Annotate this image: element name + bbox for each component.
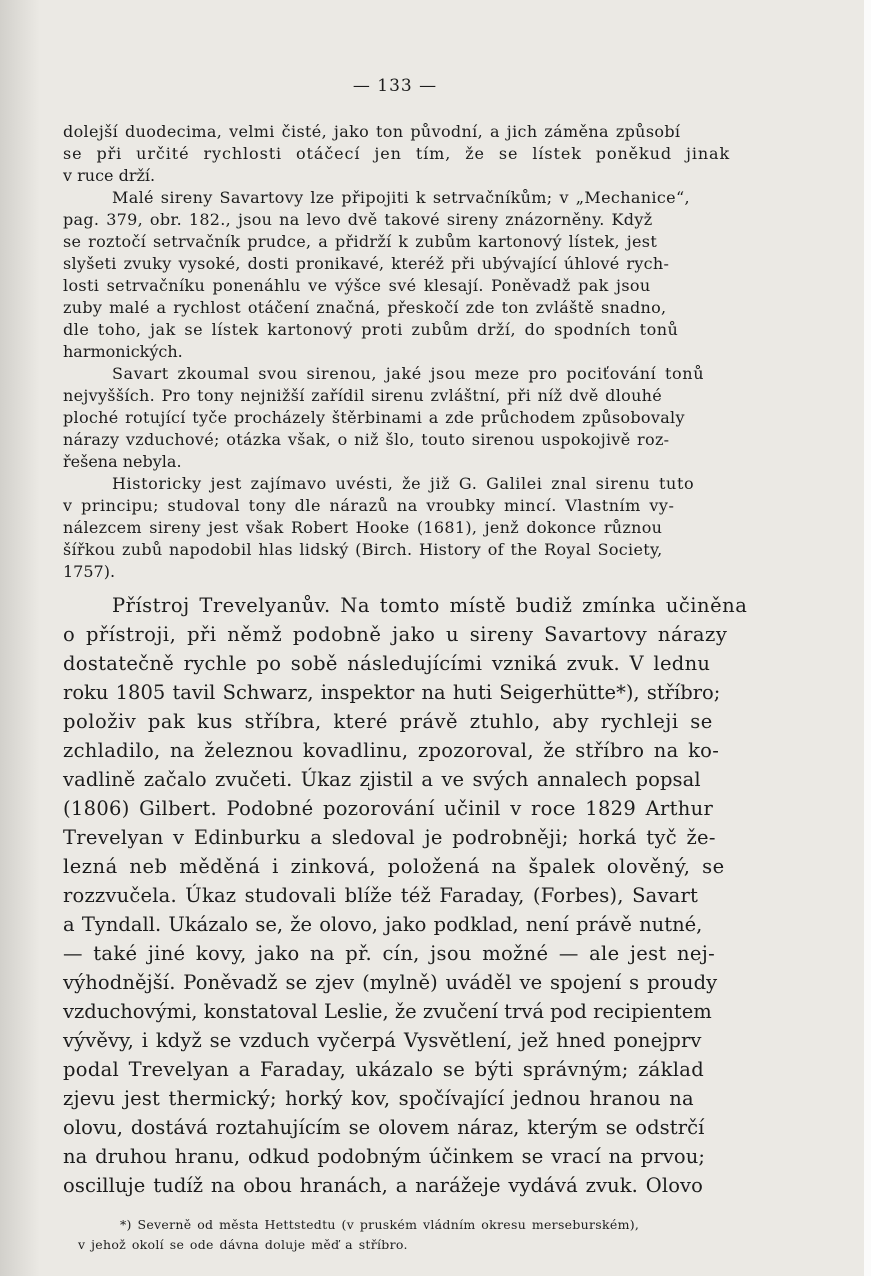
page-gutter-shadow: [0, 0, 40, 1276]
text-line: zjevu jest thermický; horký kov, spočívající jednou hranou na: [63, 1087, 694, 1110]
text-line: losti setrvačníku ponenáhlu ve výšce své klesají. Poněvadž pak jsou: [63, 276, 651, 295]
page-edge: [864, 0, 871, 1276]
text-line: nejvyšších. Pro tony nejnižší zařídil sirenu zvláštní, při níž dvě dlouhé: [63, 386, 663, 405]
text-line: dolejší duodecima, velmi čisté, jako ton původní, a jich záměna způsobí: [63, 122, 681, 141]
text-line: dostatečně rychle po sobě následujícími vzniká zvuk. V lednu: [63, 652, 711, 675]
text-line: Historicky jest zajímavo uvésti, že již G. Galilei znal sirenu tuto: [112, 474, 695, 493]
text-line: roku 1805 tavil Schwarz, inspektor na huti Seigerhütte*), stříbro;: [63, 681, 721, 704]
text-line: Trevelyan v Edinburku a sledoval je podrobněji; horká tyč že-: [63, 826, 716, 849]
text-line: Malé sireny Savartovy lze připojiti k setrvačníkům; v „Mechanice“,: [112, 188, 690, 207]
text-line: pag. 379, obr. 182., jsou na levo dvě takové sireny znázorněny. Když: [63, 210, 653, 229]
text-line: v ruce drží.: [63, 166, 156, 185]
text-line: slyšeti zvuky vysoké, dosti pronikavé, kteréž při ubývající úhlové rych-: [63, 254, 670, 273]
text-line: dle toho, jak se lístek kartonový proti zubům drží, do spodních tonů: [63, 320, 679, 339]
text-line: šířkou zubů napodobil hlas lidský (Birch. History of the Royal Society,: [63, 540, 663, 559]
text-line: oscilluje tudíž na obou hranách, a narážeje vydává zvuk. Olovo: [63, 1174, 703, 1197]
text-line: Savart zkoumal svou sirenou, jaké jsou meze pro pociťování tonů: [112, 364, 705, 383]
text-line: lezná neb měděná i zinková, položená na špalek olověný, se: [63, 855, 725, 878]
text-line: v principu; studoval tony dle nárazů na vroubky mincí. Vlastním vy-: [63, 496, 675, 515]
text-line: se při určité rychlosti otáčecí jen tím, že se lístek poněkud jinak: [63, 144, 731, 163]
footnote-line: *) Severně od města Hettstedtu (v pruském vládním okresu merseburském),: [120, 1217, 640, 1232]
text-line: zchladilo, na železnou kovadlinu, zpozoroval, že stříbro na ko-: [63, 739, 720, 762]
text-line: řešena nebyla.: [63, 452, 182, 471]
text-line: Přístroj Trevelyanův. Na tomto místě budiž zmínka učiněna: [112, 594, 748, 617]
text-line: vývěvy, i když se vzduch vyčerpá Vysvětlení, jež hned ponejprv: [63, 1029, 702, 1052]
page-number: — 133 —: [352, 76, 438, 96]
text-line: podal Trevelyan a Faraday, ukázalo se býti správným; základ: [63, 1058, 705, 1081]
text-line: (1806) Gilbert. Podobné pozorování učinil v roce 1829 Arthur: [63, 797, 714, 820]
text-line: ploché rotující tyče procházely štěrbinami a zde průchodem způsobovaly: [63, 408, 685, 427]
text-line: — také jiné kovy, jako na př. cín, jsou možné — ale jest nej-: [63, 942, 715, 965]
text-line: vzduchovými, konstatoval Leslie, že zvučení trvá pod recipientem: [63, 1000, 712, 1023]
text-line: a Tyndall. Ukázalo se, že olovo, jako podklad, není právě nutné,: [63, 913, 703, 936]
text-line: olovu, dostává roztahujícím se olovem náraz, kterým se odstrčí: [63, 1116, 705, 1139]
text-line: o přístroji, při němž podobně jako u sireny Savartovy nárazy: [63, 623, 728, 646]
text-line: zuby malé a rychlost otáčení značná, přeskočí zde ton zvláště snadno,: [63, 298, 667, 317]
text-line: nálezcem sireny jest však Robert Hooke (1681), jenž dokonce různou: [63, 518, 663, 537]
text-line: na druhou hranu, odkud podobným účinkem se vrací na prvou;: [63, 1145, 706, 1168]
text-line: se roztočí setrvačník prudce, a přidrží k zubům kartonový lístek, jest: [63, 232, 658, 251]
text-line: výhodnější. Poněvadž se zjev (mylně) uváděl ve spojení s proudy: [63, 971, 718, 994]
text-line: harmonických.: [63, 342, 183, 361]
text-line: položiv pak kus stříbra, které právě ztuhlo, aby rychleji se: [63, 710, 713, 733]
text-line: nárazy vzduchové; otázka však, o niž šlo, touto sirenou uspokojivě roz-: [63, 430, 670, 449]
text-line: vadlině začalo zvučeti. Úkaz zjistil a ve svých annalech popsal: [63, 768, 701, 791]
text-line: 1757).: [63, 562, 116, 581]
footnote-line: v jehož okolí se ode dávna doluje měď a stříbro.: [78, 1237, 408, 1252]
text-line: rozzvučela. Úkaz studovali blíže též Faraday, (Forbes), Savart: [63, 884, 699, 907]
